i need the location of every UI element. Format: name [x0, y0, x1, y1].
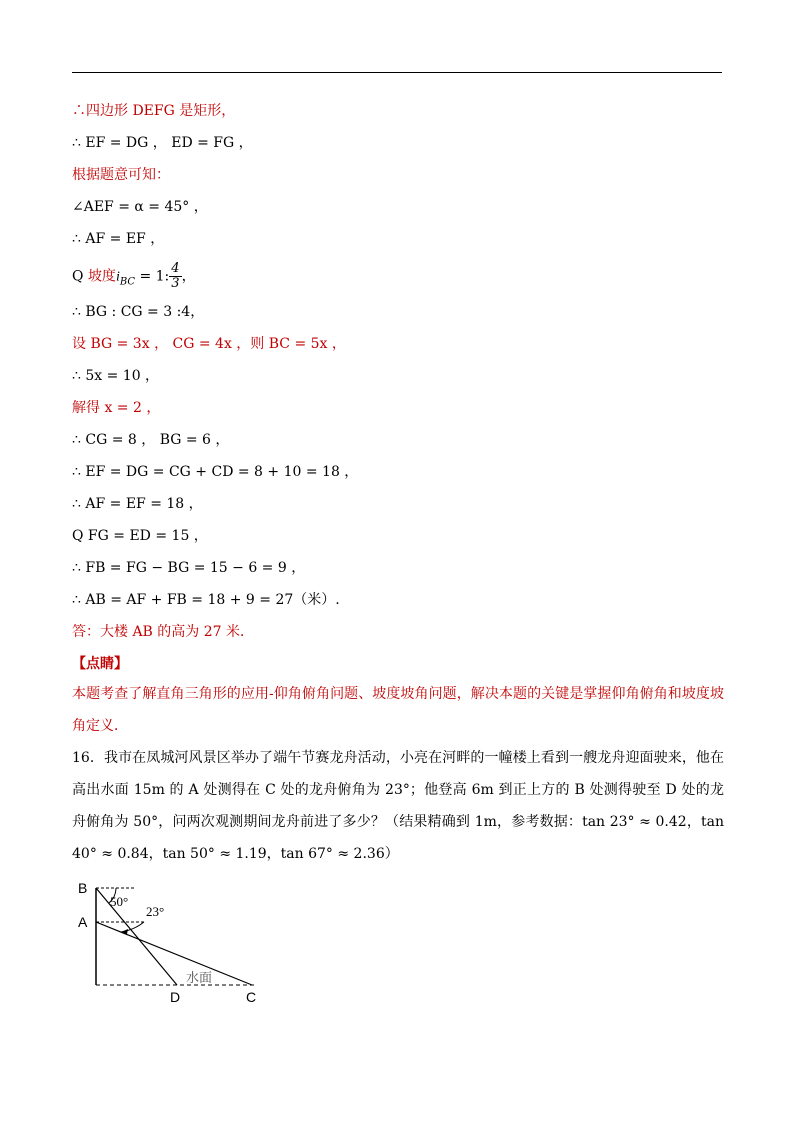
angle-arc-a — [121, 922, 144, 932]
slope-line — [72, 262, 196, 296]
solution-line-14: Q FG = ED = 15 ， — [72, 528, 208, 544]
geometry-figure — [74, 878, 274, 1008]
label-c: C — [246, 989, 257, 1005]
slope-suffix: ， — [181, 268, 196, 285]
solution-line-8: 设 BG = 3x ， CG = 4x ，则 BC = 5x ， — [72, 336, 346, 352]
slope-label: 坡度 — [87, 268, 116, 285]
sight-line-bd — [96, 888, 177, 985]
solution-line-2: ∴ EF = DG ， ED = FG ， — [72, 135, 253, 151]
slope-var: i — [115, 269, 120, 285]
header-rule — [72, 72, 722, 73]
problem-16: 16．我市在凤城河风景区举办了端午节赛龙舟活动，小亮在河畔的一幢楼上看到一艘龙舟迎面驶来，他在高出水面 15m 的 A 处测得在 C 处的龙舟俯角为 23°；他登高 6m 到正上方的 B 处测得驶至 D 处的龙舟俯角为 50°，问两次观测期间龙舟前进了多少？（结果精确到 1m，参考数据：tan 23° ≈ 0.42，tan 40° ≈ 0.84，tan 50° ≈ 1.19，tan 67° ≈ 2.36） — [72, 750, 724, 862]
solution-line-11: ∴ CG = 8 ， BG = 6 ， — [72, 432, 230, 448]
angle-label-50: 50° — [110, 894, 129, 909]
solution-line-5: ∴ AF = EF ， — [72, 231, 165, 247]
solution-line-10: 解得 x = 2 ， — [72, 400, 161, 416]
slope-fraction — [169, 262, 181, 291]
solution-line-12: ∴ EF = DG = CG + CD = 8 + 10 = 18 ， — [72, 464, 359, 480]
slope-numerator: 4 — [171, 261, 180, 276]
dianjing-heading: 【点睛】 — [72, 656, 128, 672]
label-d: D — [170, 989, 181, 1005]
slope-eq: = 1: — [135, 268, 170, 285]
solution-line-7: ∴ BG : CG = 3 :4， — [72, 304, 205, 320]
sight-line-ac — [96, 922, 252, 985]
angle-label-23: 23° — [146, 904, 165, 919]
slope-sub: BC — [119, 276, 136, 288]
solution-line-9: ∴ 5x = 10 ， — [72, 368, 160, 384]
solution-line-1: ∴四边形 DEFG 是矩形， — [72, 103, 236, 119]
label-a: A — [78, 914, 88, 930]
answer-line: 答：大楼 AB 的高为 27 米． — [72, 624, 255, 640]
solution-line-15: ∴ FB = FG − BG = 15 − 6 = 9 ， — [72, 560, 306, 576]
slope-prefix: Q — [72, 268, 84, 285]
solution-line-16: ∴ AB = AF + FB = 18 + 9 = 27（米）. — [72, 592, 340, 608]
solution-line-3: 根据题意可知： — [72, 167, 170, 183]
label-b: B — [78, 880, 88, 896]
dianjing-text: 本题考查了解直角三角形的应用-仰角俯角问题、坡度坡角问题，解决本题的关键是掌握仰角俯角和坡度坡角定义． — [72, 686, 724, 734]
slope-denominator: 3 — [171, 276, 180, 291]
solution-line-13: ∴ AF = EF = 18 ， — [72, 496, 203, 512]
water-label: 水面 — [186, 971, 213, 986]
solution-line-4: ∠AEF = α = 45° ， — [72, 199, 208, 215]
